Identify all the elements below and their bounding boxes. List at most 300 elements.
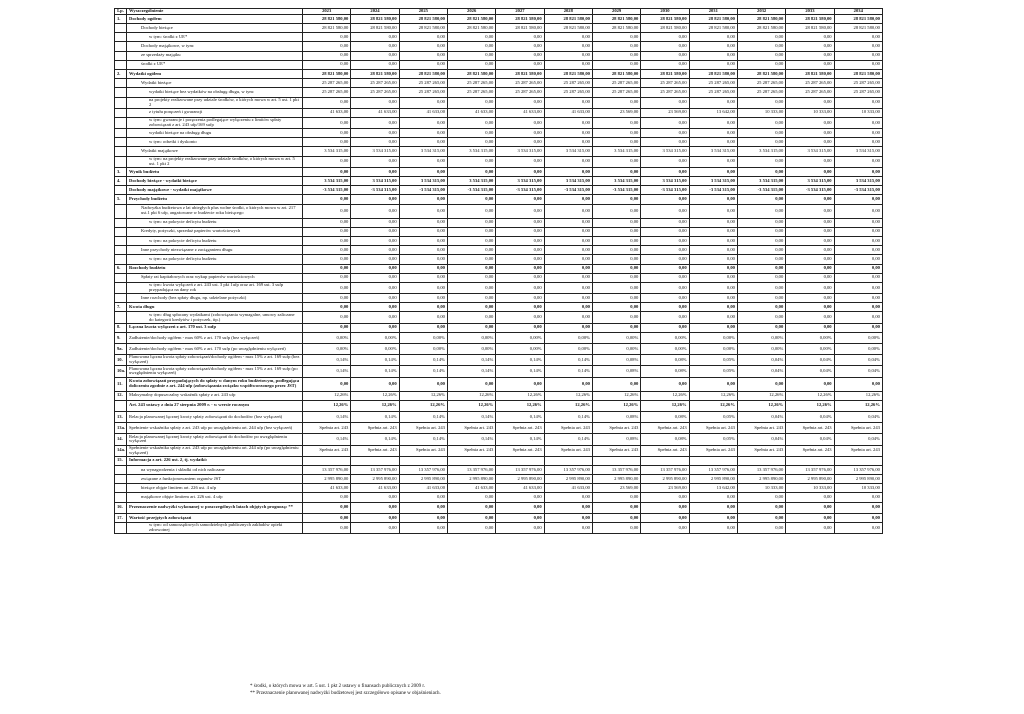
row-value-cell: 28 821 580,00 — [399, 69, 447, 78]
row-value-cell: 0,00 — [786, 117, 834, 128]
row-value-cell: 0,00 — [786, 97, 834, 108]
row-value-cell: 28 821 580,00 — [641, 69, 689, 78]
footnotes — [250, 684, 750, 698]
row-value-cell: 0,00 — [351, 273, 399, 282]
row-value-cell: 28 821 580,00 — [447, 14, 495, 23]
row-value-cell: 0,00 — [351, 294, 399, 303]
row-value-cell: 0,00 — [303, 236, 351, 245]
row-label: Maksymalny dopuszczalny wskaźnik spłaty z art. 243 ufp — [127, 391, 303, 400]
row-value-cell: 0,00 — [544, 264, 592, 273]
row-label: Przychody budżetu — [127, 195, 303, 204]
row-value-cell: -3 534 315,00 — [689, 186, 737, 195]
row-value-cell: 3 534 315,00 — [641, 177, 689, 186]
row-value-cell: 0,00% — [689, 344, 737, 355]
row-value-cell: 25 287 265,00 — [641, 79, 689, 88]
row-value-cell: Spełnia art. 243 — [447, 445, 495, 456]
row-number: 9. — [115, 332, 127, 343]
row-value-cell: 0,00 — [641, 255, 689, 264]
header-year: 2031 — [689, 9, 737, 15]
row-label: z tytułu poręczeń i gwarancji — [127, 108, 303, 117]
row-number — [115, 273, 127, 282]
row-value-cell: 0,00 — [496, 51, 544, 60]
row-value-cell: 0,14% — [399, 355, 447, 366]
row-value-cell: 13 357 976,00 — [689, 465, 737, 474]
row-value-cell: 0,00 — [351, 246, 399, 255]
row-value-cell: 28 821 580,00 — [592, 24, 640, 33]
row-value-cell: 0,00 — [786, 303, 834, 312]
row-value-cell: 0,00 — [399, 255, 447, 264]
row-number — [115, 42, 127, 51]
row-value-cell: 0,00 — [689, 138, 737, 147]
row-value-cell: 0,00 — [786, 273, 834, 282]
row-value-cell: 0,00 — [351, 42, 399, 51]
row-value-cell: 0,00% — [447, 332, 495, 343]
row-value-cell: 0,04% — [737, 411, 785, 422]
row-value-cell: 13 357 976,00 — [399, 465, 447, 474]
row-value-cell: 0,00 — [641, 303, 689, 312]
row-value-cell: 28 821 580,00 — [303, 69, 351, 78]
row-value-cell: 0,00 — [496, 60, 544, 69]
row-value-cell: 0,00 — [786, 204, 834, 218]
row-value-cell: 0,00 — [834, 227, 882, 236]
row-value-cell: 0,00 — [834, 377, 882, 391]
row-value-cell: 0,00 — [737, 117, 785, 128]
row-value-cell: 0,00 — [641, 218, 689, 227]
row-value-cell: 28 821 580,00 — [592, 14, 640, 23]
row-value-cell: 0,00 — [399, 377, 447, 391]
row-value-cell: 13 357 976,00 — [834, 465, 882, 474]
row-value-cell: 0,00 — [399, 51, 447, 60]
row-value-cell: 28 821 580,00 — [496, 69, 544, 78]
row-value-cell: 3 534 315,00 — [592, 177, 640, 186]
row-number: 10a. — [115, 366, 127, 377]
row-value-cell: 0,00 — [737, 129, 785, 138]
table-row — [115, 312, 883, 323]
row-label: w tym: środki z UE* — [127, 33, 303, 42]
row-value-cell — [351, 456, 399, 465]
row-value-cell: 0,00 — [544, 227, 592, 236]
row-value-cell: 0,00 — [496, 33, 544, 42]
row-value-cell: 0,00 — [592, 502, 640, 513]
row-value-cell: Spełnia art. 243 — [834, 445, 882, 456]
row-value-cell: 0,00 — [544, 138, 592, 147]
table-row — [115, 355, 883, 366]
row-value-cell: 0,04% — [786, 434, 834, 445]
row-value-cell: 0,00% — [737, 332, 785, 343]
row-number: 12. — [115, 391, 127, 400]
table-row — [115, 423, 883, 434]
row-label: Dochody majątkowe - wydatki majątkowe — [127, 186, 303, 195]
row-value-cell: 0,08% — [641, 366, 689, 377]
row-value-cell: 0,00 — [544, 167, 592, 176]
row-value-cell: 25 287 265,00 — [496, 88, 544, 97]
row-value-cell: 0,00 — [351, 255, 399, 264]
row-value-cell: 0,00 — [544, 51, 592, 60]
row-value-cell: 0,00 — [786, 493, 834, 502]
row-value-cell: Spełnia art. 243 — [737, 445, 785, 456]
row-value-cell: 0,00 — [592, 282, 640, 293]
row-value-cell: 0,00 — [544, 97, 592, 108]
row-value-cell: 0,00 — [544, 42, 592, 51]
row-value-cell: 2 995 890,00 — [303, 475, 351, 484]
row-value-cell: 0,00 — [689, 117, 737, 128]
row-value-cell: 0,00 — [303, 282, 351, 293]
row-label: Wydatki bieżące — [127, 79, 303, 88]
row-value-cell: 0,00 — [641, 236, 689, 245]
table-row — [115, 14, 883, 23]
row-value-cell: 0,14% — [303, 411, 351, 422]
row-value-cell: 0,14% — [399, 434, 447, 445]
row-value-cell: 0,00 — [689, 255, 737, 264]
row-value-cell: 0,00 — [399, 156, 447, 167]
row-value-cell: 0,08% — [592, 366, 640, 377]
row-value-cell: 0,00 — [834, 138, 882, 147]
row-value-cell: 0,14% — [351, 366, 399, 377]
table-row — [115, 236, 883, 245]
row-label: w tym: kwota wyłączeń z art. 243 ust. 3 pkt 1ufp oraz art. 169 ust. 3 sufp przypadająca na dany rok — [127, 282, 303, 293]
row-value-cell: 0,00 — [544, 33, 592, 42]
row-value-cell: 0,00 — [689, 42, 737, 51]
row-value-cell: 3 534 315,00 — [496, 147, 544, 156]
row-value-cell: 0,00 — [641, 33, 689, 42]
row-value-cell: 25 287 265,00 — [496, 79, 544, 88]
row-value-cell: 0,00 — [834, 312, 882, 323]
row-value-cell: 0,00 — [351, 264, 399, 273]
row-value-cell: 0,00 — [737, 493, 785, 502]
row-number: 2. — [115, 69, 127, 78]
row-value-cell: 28 821 580,00 — [689, 24, 737, 33]
row-value-cell: 0,00 — [592, 246, 640, 255]
row-value-cell: 0,14% — [496, 366, 544, 377]
table-row — [115, 434, 883, 445]
row-label: Dochody ogółem — [127, 14, 303, 23]
table-row — [115, 493, 883, 502]
row-value-cell: 0,00 — [544, 273, 592, 282]
row-value-cell: 0,14% — [544, 434, 592, 445]
row-value-cell: 0,00 — [399, 323, 447, 332]
row-number — [115, 186, 127, 195]
row-value-cell: 0,00 — [786, 195, 834, 204]
row-value-cell: 0,00 — [399, 312, 447, 323]
row-value-cell: 2 995 890,00 — [641, 475, 689, 484]
row-value-cell: 2 995 890,00 — [447, 475, 495, 484]
row-value-cell: 23 569,00 — [592, 108, 640, 117]
row-value-cell: 28 821 580,00 — [399, 24, 447, 33]
row-value-cell: 0,00 — [737, 156, 785, 167]
row-value-cell: 12,26% — [641, 400, 689, 411]
row-value-cell: 0,00 — [737, 218, 785, 227]
row-value-cell: 0,00% — [544, 332, 592, 343]
table-row — [115, 147, 883, 156]
row-value-cell: 0,00 — [641, 312, 689, 323]
row-value-cell: 0,00 — [689, 156, 737, 167]
row-value-cell: 0,00 — [447, 60, 495, 69]
row-value-cell: 12,26% — [689, 400, 737, 411]
row-value-cell: 25 287 265,00 — [303, 88, 351, 97]
row-value-cell: 25 287 265,00 — [447, 88, 495, 97]
row-value-cell: 0,14% — [351, 411, 399, 422]
row-value-cell: 0,00 — [351, 33, 399, 42]
row-value-cell: 0,00 — [641, 156, 689, 167]
row-value-cell: 0,00 — [544, 303, 592, 312]
row-number: 13. — [115, 411, 127, 422]
row-label: bieżące objęte limitem art. 226 ust. 4 ufp — [127, 484, 303, 493]
row-number — [115, 156, 127, 167]
row-value-cell: Spełnia art. 243 — [592, 445, 640, 456]
row-value-cell: 28 821 580,00 — [496, 24, 544, 33]
row-value-cell: 0,04% — [834, 411, 882, 422]
row-label: Spełnienie wskaźnika spłaty z art. 243 ufp po uwzględnieniu art. 244 ufp (po uwzględnieniu wyłączeń) — [127, 445, 303, 456]
row-value-cell: 0,00 — [592, 294, 640, 303]
row-value-cell: 0,00 — [447, 513, 495, 522]
row-value-cell: 0,00 — [689, 204, 737, 218]
row-value-cell: 13 357 976,00 — [641, 465, 689, 474]
row-value-cell: 0,00 — [737, 227, 785, 236]
row-value-cell: 0,04% — [786, 411, 834, 422]
row-number — [115, 493, 127, 502]
row-label: Przeznaczenie nadwyżki wykonanej w poszczególnych latach objętych prognozą: ** — [127, 502, 303, 513]
row-value-cell: 0,00 — [351, 51, 399, 60]
row-value-cell: 0,00% — [303, 332, 351, 343]
row-value-cell: 0,04% — [786, 355, 834, 366]
row-value-cell: 0,00 — [786, 33, 834, 42]
row-value-cell: 12,26% — [737, 400, 785, 411]
row-value-cell: 0,00 — [447, 195, 495, 204]
row-value-cell: 0,00 — [447, 312, 495, 323]
row-value-cell: 0,00 — [737, 303, 785, 312]
row-value-cell: -3 534 315,00 — [496, 186, 544, 195]
row-value-cell: 0,00 — [786, 129, 834, 138]
row-label: Wydatki ogółem — [127, 69, 303, 78]
row-value-cell: 3 534 315,00 — [786, 177, 834, 186]
row-value-cell: 28 821 580,00 — [786, 69, 834, 78]
row-label: Kredyty, pożyczki, sprzedaż papierów wartościowych — [127, 227, 303, 236]
row-value-cell: 12,26% — [737, 391, 785, 400]
row-value-cell: 0,00 — [351, 60, 399, 69]
row-number: 4. — [115, 177, 127, 186]
row-value-cell: 0,00 — [544, 236, 592, 245]
table-row — [115, 42, 883, 51]
row-value-cell: 10 333,00 — [834, 108, 882, 117]
row-value-cell: 0,00 — [834, 264, 882, 273]
row-value-cell: 13 357 976,00 — [303, 465, 351, 474]
row-value-cell: 25 287 265,00 — [641, 88, 689, 97]
row-value-cell: 0,00 — [303, 227, 351, 236]
row-value-cell: 0,05% — [689, 366, 737, 377]
row-value-cell: 28 821 580,00 — [351, 24, 399, 33]
row-value-cell: Spełnia art. 243 — [689, 423, 737, 434]
row-value-cell: 25 287 265,00 — [689, 79, 737, 88]
row-label: w tym: na projekty realizowane przy udziale środków, o których mowa w art. 5 ust. 1 pkt 2 — [127, 156, 303, 167]
row-number — [115, 24, 127, 33]
row-value-cell: 0,00 — [834, 51, 882, 60]
row-value-cell: 41 633,00 — [351, 484, 399, 493]
row-value-cell: 0,00% — [786, 344, 834, 355]
row-value-cell: 28 821 580,00 — [689, 69, 737, 78]
row-label: związane z funkcjonowaniem organów JST — [127, 475, 303, 484]
row-value-cell: 0,00 — [447, 264, 495, 273]
row-value-cell: 2 995 890,00 — [834, 475, 882, 484]
row-value-cell: 3 534 315,00 — [544, 177, 592, 186]
row-value-cell: 12,26% — [592, 400, 640, 411]
row-value-cell: 0,00 — [737, 195, 785, 204]
row-value-cell: 0,00 — [786, 156, 834, 167]
row-value-cell: 0,00 — [303, 273, 351, 282]
row-value-cell: 0,00% — [399, 332, 447, 343]
table-row — [115, 523, 883, 534]
row-value-cell: 0,00 — [834, 523, 882, 534]
row-value-cell: -3 534 315,00 — [641, 186, 689, 195]
row-value-cell: 0,00 — [544, 129, 592, 138]
row-value-cell: 0,00 — [834, 502, 882, 513]
table-row — [115, 97, 883, 108]
row-value-cell: 28 821 580,00 — [592, 69, 640, 78]
row-value-cell: 28 821 580,00 — [351, 14, 399, 23]
row-value-cell: 25 287 265,00 — [303, 79, 351, 88]
row-value-cell: 0,14% — [447, 434, 495, 445]
row-value-cell: Spełnia art. 243 — [447, 423, 495, 434]
row-number — [115, 108, 127, 117]
row-value-cell: 0,00 — [689, 33, 737, 42]
row-value-cell: 0,00 — [496, 236, 544, 245]
row-value-cell: 0,00 — [834, 129, 882, 138]
row-value-cell: 3 534 315,00 — [447, 177, 495, 186]
row-value-cell: 12,26% — [834, 391, 882, 400]
table-row — [115, 204, 883, 218]
row-value-cell: 0,00 — [592, 323, 640, 332]
row-value-cell — [592, 456, 640, 465]
row-value-cell: 28 821 580,00 — [544, 24, 592, 33]
row-value-cell: 13 357 976,00 — [737, 465, 785, 474]
row-value-cell: 0,08% — [641, 411, 689, 422]
table-body — [115, 14, 883, 533]
row-value-cell: 0,00 — [737, 377, 785, 391]
row-value-cell: 0,00 — [351, 129, 399, 138]
row-value-cell: 0,00 — [303, 42, 351, 51]
row-value-cell: -3 534 315,00 — [399, 186, 447, 195]
row-number: 15. — [115, 456, 127, 465]
row-value-cell: 0,00 — [834, 273, 882, 282]
row-value-cell — [737, 456, 785, 465]
row-value-cell: 0,00 — [447, 117, 495, 128]
row-value-cell: 0,00 — [689, 493, 737, 502]
row-value-cell: 0,00 — [737, 204, 785, 218]
row-value-cell: 25 287 265,00 — [351, 79, 399, 88]
row-label: Dochody bieżące — [127, 24, 303, 33]
row-value-cell: 0,00 — [834, 303, 882, 312]
row-value-cell: 0,00 — [544, 493, 592, 502]
row-value-cell: 3 534 315,00 — [689, 177, 737, 186]
row-value-cell: 0,00 — [641, 97, 689, 108]
row-value-cell: 0,00 — [351, 97, 399, 108]
row-value-cell: 0,00 — [303, 502, 351, 513]
row-value-cell: 28 821 580,00 — [834, 24, 882, 33]
row-value-cell: 0,00 — [303, 303, 351, 312]
row-value-cell: 3 534 315,00 — [351, 177, 399, 186]
table-row — [115, 264, 883, 273]
row-label: majątkowe objęte limitem art. 226 ust. 4 ufp — [127, 493, 303, 502]
table-row — [115, 117, 883, 128]
row-value-cell: 13 357 976,00 — [496, 465, 544, 474]
row-value-cell: 0,00 — [641, 264, 689, 273]
row-value-cell: 41 633,00 — [399, 484, 447, 493]
row-value-cell: 0,00 — [303, 195, 351, 204]
row-value-cell: 2 995 890,00 — [351, 475, 399, 484]
row-number — [115, 51, 127, 60]
row-value-cell: 0,00 — [786, 323, 834, 332]
row-number: 9a. — [115, 344, 127, 355]
row-value-cell: Spełnia art. 243 — [351, 445, 399, 456]
row-number: 16. — [115, 502, 127, 513]
row-value-cell: 0,08% — [592, 434, 640, 445]
row-value-cell: 25 287 265,00 — [351, 88, 399, 97]
row-value-cell: 28 821 580,00 — [834, 14, 882, 23]
row-value-cell: 0,00 — [834, 282, 882, 293]
table-row — [115, 177, 883, 186]
row-value-cell: 0,00 — [689, 523, 737, 534]
row-value-cell: 0,00 — [351, 312, 399, 323]
row-value-cell: 13 357 976,00 — [447, 465, 495, 474]
row-value-cell: 0,00 — [834, 117, 882, 128]
row-value-cell: 0,00 — [689, 312, 737, 323]
table-row — [115, 456, 883, 465]
row-value-cell: 0,00 — [592, 117, 640, 128]
row-value-cell: 0,00 — [592, 236, 640, 245]
row-value-cell: 0,00 — [351, 167, 399, 176]
table-row — [115, 332, 883, 343]
row-value-cell: -3 534 315,00 — [351, 186, 399, 195]
row-value-cell: 0,14% — [303, 434, 351, 445]
row-value-cell: Spełnia art. 243 — [303, 423, 351, 434]
row-value-cell: 0,14% — [351, 355, 399, 366]
row-value-cell: 28 821 580,00 — [689, 14, 737, 23]
row-value-cell: 25 287 265,00 — [786, 79, 834, 88]
row-label: Łączna kwota wyłączeń z art. 170 ust. 3 sufp — [127, 323, 303, 332]
header-year: 2026 — [447, 9, 495, 15]
row-value-cell: 0,00 — [834, 323, 882, 332]
row-value-cell: Spełnia art. 243 — [834, 423, 882, 434]
row-number — [115, 33, 127, 42]
row-number — [115, 312, 127, 323]
row-value-cell: 0,05% — [689, 434, 737, 445]
table-row — [115, 411, 883, 422]
row-value-cell: 0,00 — [834, 513, 882, 522]
row-value-cell: 2 995 890,00 — [592, 475, 640, 484]
row-value-cell: 0,00 — [399, 129, 447, 138]
table-row — [115, 502, 883, 513]
row-value-cell: 0,00 — [303, 129, 351, 138]
row-value-cell: Spełnia art. 243 — [496, 423, 544, 434]
row-value-cell: Spełnia art. 243 — [303, 445, 351, 456]
row-value-cell: 0,00 — [737, 255, 785, 264]
row-value-cell: 0,00 — [544, 294, 592, 303]
row-value-cell: 28 821 580,00 — [303, 14, 351, 23]
row-number — [115, 79, 127, 88]
table-row — [115, 344, 883, 355]
row-value-cell: 0,00 — [592, 97, 640, 108]
row-value-cell: 0,00 — [447, 204, 495, 218]
row-value-cell: 0,00 — [399, 218, 447, 227]
row-number — [115, 88, 127, 97]
table-row — [115, 255, 883, 264]
table-row — [115, 273, 883, 282]
row-label: w tym: dług spłacany wydatkami (zobowiązania wymagalne, umowy zaliczane do kategorii kredytów i pożyczek, itp.) — [127, 312, 303, 323]
row-value-cell: 0,00 — [834, 156, 882, 167]
row-value-cell: 0,14% — [496, 355, 544, 366]
row-value-cell: Spełnia art. 243 — [786, 423, 834, 434]
row-value-cell: 25 287 265,00 — [689, 88, 737, 97]
row-value-cell: 0,00 — [303, 138, 351, 147]
